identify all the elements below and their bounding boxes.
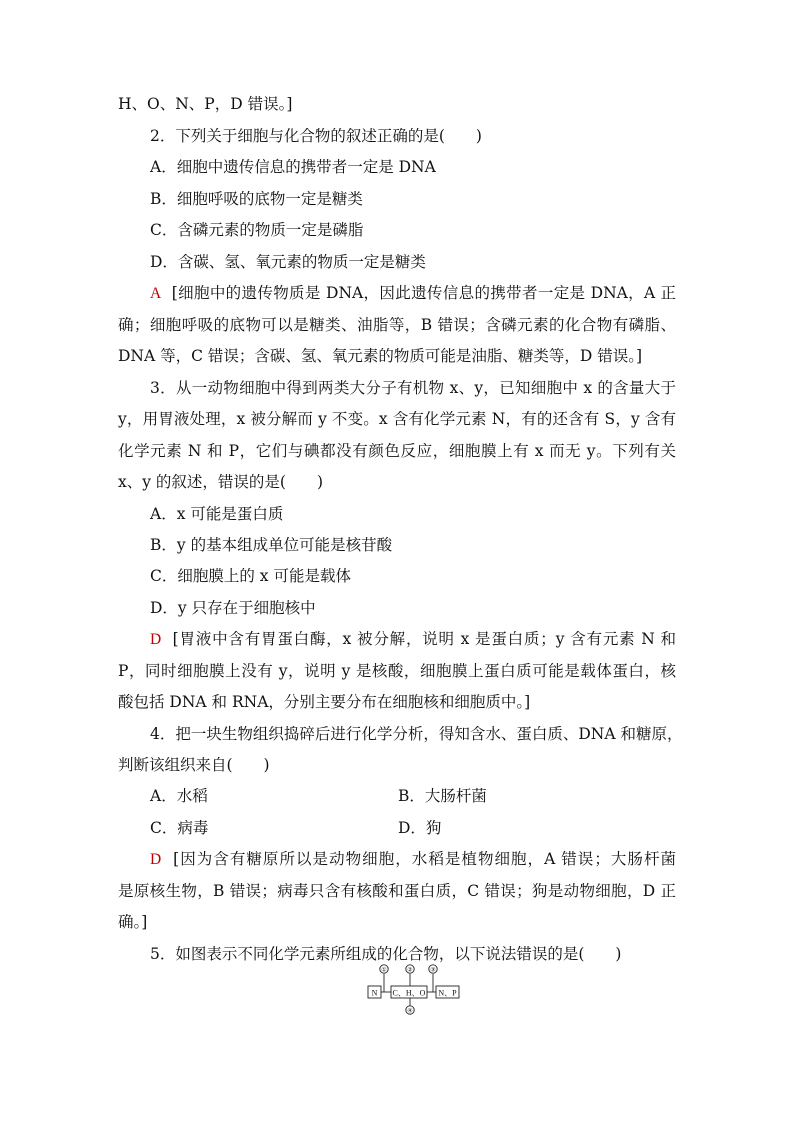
text-line: x、y 的叙述，错误的是( ) (118, 473, 324, 491)
question-2-explanation (150, 283, 676, 304)
circled-number-label: ② (407, 967, 413, 974)
question-4-stem: 4．把一块生物组织捣碎后进行化学分析，得知含水、蛋白质、DNA 和糖原， (150, 725, 683, 743)
box-label: N (371, 988, 378, 998)
question-2-option-d: D．含碳、氢、氧元素的物质一定是糖类 (150, 253, 426, 271)
question-3-stem: 3．从一动物细胞中得到两类大分子有机物 x、y，已知细胞中 x 的含量大于 (150, 379, 676, 397)
answer-letter: D (150, 851, 162, 868)
circled-number-label: ③ (430, 967, 436, 974)
question-4-option-b: B．大肠杆菌 (398, 787, 487, 805)
question-3-explanation (150, 629, 676, 650)
question-3-option-b: B．y 的基本组成单位可能是核苷酸 (150, 536, 393, 554)
explanation-text: [因为含有糖原所以是动物细胞，水稻是植物细胞，A 错误；大肠杆菌 (173, 850, 676, 868)
text-line: 是原核生物，B 错误；病毒只含有核酸和蛋白质，C 错误；狗是动物细胞，D 正 (118, 882, 676, 900)
question-5-stem: 5．如图表示不同化学元素所组成的化合物，以下说法错误的是( ) (150, 945, 622, 963)
question-2-option-c: C．含磷元素的物质一定是磷脂 (150, 221, 364, 239)
text-line: 确。] (118, 913, 148, 931)
explanation-text: [细胞中的遗传物质是 DNA，因此遗传信息的携带者一定是 DNA，A 正 (171, 284, 676, 302)
answer-letter: A (150, 285, 162, 302)
text-line: DNA 等，C 错误；含碳、氢、氧元素的物质可能是油脂、糖类等，D 错误。] (118, 347, 643, 365)
question-3-option-a: A．x 可能是蛋白质 (150, 505, 284, 523)
question-3-option-c: C．细胞膜上的 x 可能是载体 (150, 567, 351, 585)
box-label: C、H、O (392, 988, 426, 998)
text-line: P，同时细胞膜上没有 y，说明 y 是核酸，细胞膜上蛋白质可能是载体蛋白，核 (118, 662, 676, 680)
text-line: 化学元素 N 和 P，它们与碘都没有颜色反应，细胞膜上有 x 而无 y。下列有关 (118, 442, 676, 460)
question-2-option-b: B．细胞呼吸的底物一定是糖类 (150, 190, 363, 208)
answer-letter: D (150, 631, 162, 648)
question-3-option-d: D．y 只存在于细胞核中 (150, 599, 316, 617)
text-line: 确；细胞呼吸的底物可以是糖类、油脂等，B 错误；含磷元素的化合物有磷脂、 (118, 316, 676, 334)
text-line: H、O、N、P，D 错误。] (118, 95, 293, 113)
box-label: N、P (438, 988, 457, 998)
circled-number-label: ① (381, 967, 387, 974)
question-2-stem: 2．下列关于细胞与化合物的叙述正确的是( ) (150, 127, 482, 145)
question-4-option-c: C．病毒 (150, 819, 209, 837)
explanation-text: [胃液中含有胃蛋白酶，x 被分解，说明 x 是蛋白质；y 含有元素 N 和 (172, 630, 676, 648)
text-line: 判断该组织来自( ) (118, 756, 270, 774)
question-2-option-a: A．细胞中遗传信息的携带者一定是 DNA (150, 158, 436, 176)
text-line: y，用胃液处理，x 被分解而 y 不变。x 含有化学元素 N，有的还含有 S，y 含有 (118, 410, 676, 428)
text-line: 酸包括 DNA 和 RNA，分别主要分布在细胞核和细胞质中。] (118, 693, 531, 711)
question-4-explanation (150, 849, 676, 870)
element-compound-diagram (360, 963, 480, 1015)
circled-number-label: ④ (407, 1008, 413, 1015)
question-4-option-a: A．水稻 (150, 787, 208, 805)
question-4-option-d: D．狗 (398, 819, 442, 837)
